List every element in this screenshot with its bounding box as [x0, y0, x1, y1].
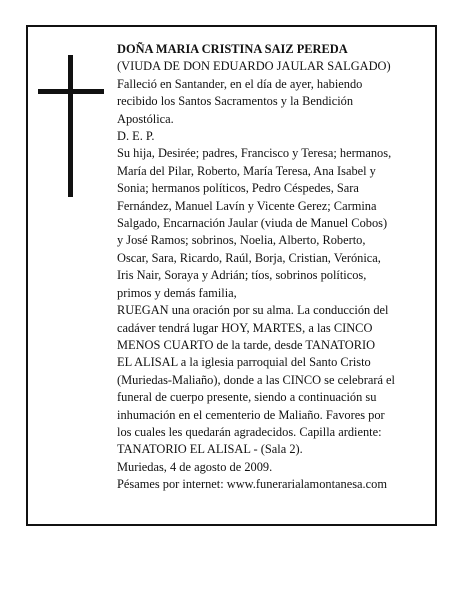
obituary-notice — [26, 25, 437, 526]
family-list-line: Fernández, Manuel Lavín y Vicente Gerez; Carmina — [117, 198, 377, 213]
family-list-line: primos y demás familia, — [117, 285, 237, 300]
family-list-line: María del Pilar, Roberto, María Teresa, Ana Isabel y — [117, 163, 376, 178]
funeral-details-line: funeral de cuerpo presente, siendo a continuación su — [117, 390, 377, 405]
family-list-line: Su hija, Desirée; padres, Francisco y Teresa; hermanos, — [117, 146, 392, 161]
family-list-line: Salgado, Encarnación Jaular (viuda de Manuel Cobos) — [117, 216, 388, 231]
deceased-name: DOÑA MARIA CRISTINA SAIZ PEREDA — [117, 42, 348, 56]
funeral-details-line: RUEGAN una oración por su alma. La conducción del — [117, 303, 389, 318]
family-list-line: y José Ramos; sobrinos, Noelia, Alberto, Roberto, — [117, 233, 366, 248]
place-date-line: Muriedas, 4 de agosto de 2009. — [117, 459, 273, 474]
death-announcement-line: Apostólica. — [117, 111, 174, 126]
cross-vertical-bar — [68, 55, 73, 197]
widow-of-line: (VIUDA DE DON EDUARDO JAULAR SALGADO) — [117, 59, 391, 74]
rip-line: D. E. P. — [117, 129, 155, 144]
family-list-line: Oscar, Sara, Ricardo, Raúl, Borja, Cristian, Verónica, — [117, 250, 381, 265]
family-list-line: Iris Nair, Soraya y Adrián; tíos, sobrinos políticos, — [117, 268, 367, 283]
funeral-details-line: cadáver tendrá lugar HOY, MARTES, a las CINCO — [117, 320, 373, 335]
cross-horizontal-bar — [38, 89, 104, 94]
funeral-details-line: inhumación en el cementerio de Maliaño. Favores por — [117, 407, 385, 422]
family-list-line: Sonia; hermanos políticos, Pedro Céspedes, Sara — [117, 181, 359, 196]
funeral-details-line: EL ALISAL a la iglesia parroquial del Santo Cristo — [117, 355, 371, 370]
death-announcement-line: Falleció en Santander, en el día de ayer, habiendo — [117, 76, 363, 91]
funeral-details-line: MENOS CUARTO de la tarde, desde TANATORIO — [117, 337, 376, 352]
notice-text — [117, 41, 429, 494]
funeral-details-line: (Muriedas-Maliaño), donde a las CINCO se celebrará el — [117, 372, 395, 387]
cross-icon — [38, 55, 104, 197]
condolences-web-line: Pésames por internet: www.funerarialamontanesa.com — [117, 477, 387, 492]
death-announcement-line: recibido los Santos Sacramentos y la Bendición — [117, 94, 354, 109]
chapel-line: TANATORIO EL ALISAL - (Sala 2). — [117, 442, 303, 457]
funeral-details-line: los cuales les quedarán agradecidos. Capilla ardiente: — [117, 424, 382, 439]
